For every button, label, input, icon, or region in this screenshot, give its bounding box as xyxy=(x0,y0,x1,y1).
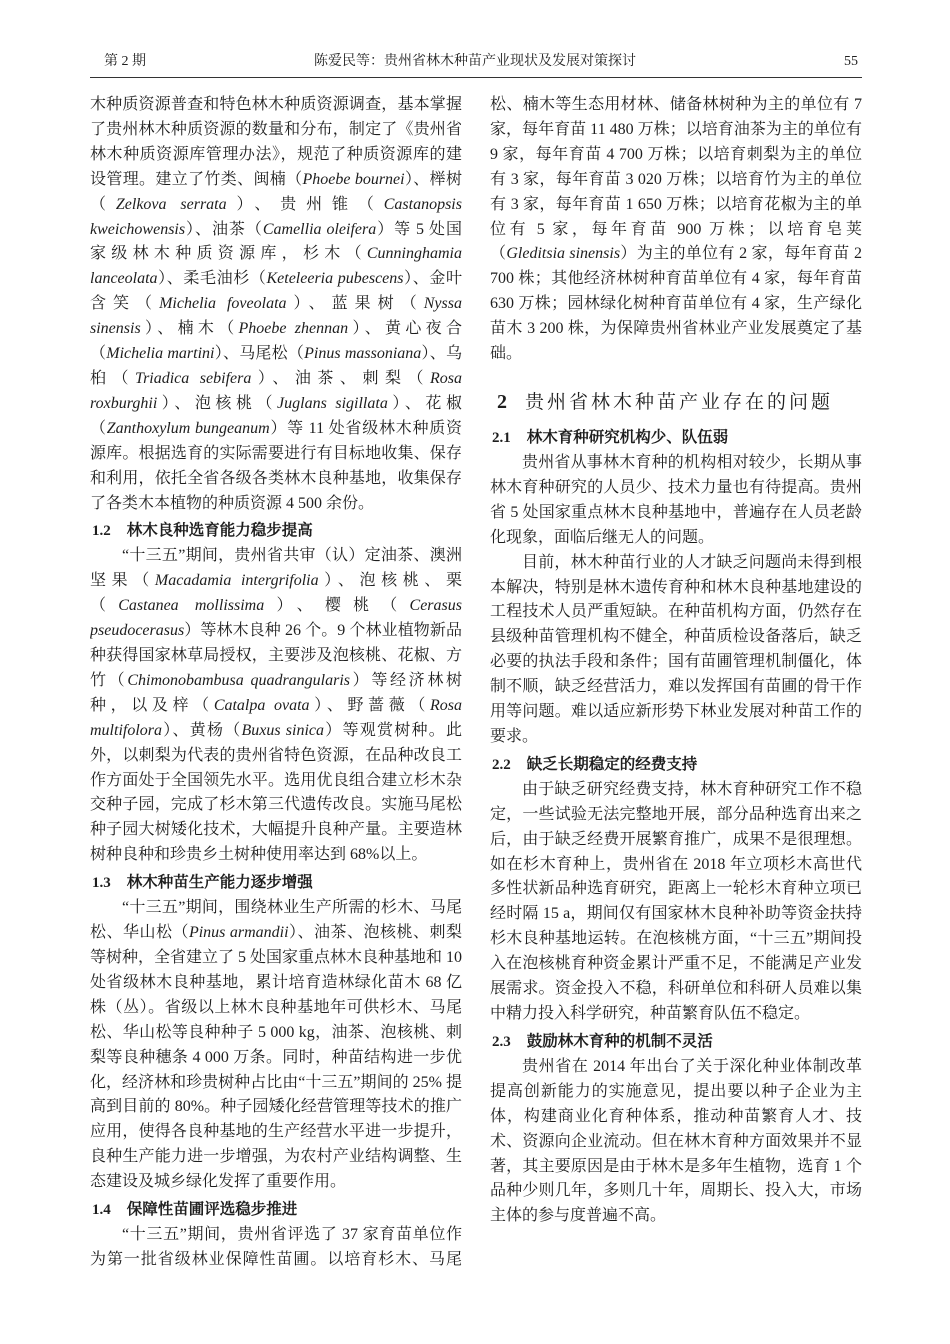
latin-name: Michelia foveolata xyxy=(159,295,287,313)
text-run: ）、泡核桃（ xyxy=(157,394,278,412)
text-run: ）为主的单位有 2 家，每年育苗 2 700 株；其他经济林树种育苗单位有 4 家，每年育苗 630 万株；园林绿化树种育苗单位有 4 家，生产绿化苗木 3 200 株，为保障贵州省林业产业发展奠定了基础。 xyxy=(490,245,862,363)
text-run: ）、野蔷薇（ xyxy=(309,696,430,714)
body-paragraph xyxy=(490,551,862,750)
text-run: “十三五”期间，围绕林业生产所需的杉木、马尾松、华山松（ xyxy=(90,899,462,942)
latin-name: Triadica sebifera xyxy=(135,369,252,387)
text-run: ）等 5 处国家级林木种质资源库，杉木（ xyxy=(90,220,462,263)
text-run: ）、蓝果树（ xyxy=(286,295,424,313)
text-run: ）等经济林树种，以及梓（ xyxy=(90,671,462,714)
subsection-heading xyxy=(90,518,462,544)
subsection-title: 林木良种选育能力稳步提高 xyxy=(126,521,313,540)
section-number: 2 xyxy=(497,390,507,413)
latin-name: Rosa multifolora xyxy=(90,696,462,739)
text-run: ）、花椒（ xyxy=(90,394,462,437)
latin-name: Pinus massoniana xyxy=(304,345,422,363)
text-run: ）、金叶含笑（ xyxy=(90,270,462,313)
subsection-heading xyxy=(490,425,862,451)
latin-name: Phoebe bournei xyxy=(302,170,405,188)
text-run: ）等观赏树种。此外，以刺梨为代表的贵州省特色资源，在品种改良工作方面处于全国领先水平。选用优良组合建立杉木杂交种子园，完成了杉木第三代遗传改良。实施马尾松种子园大树矮化技术，大幅提升良种产量。主要造林树种良种和珍贵乡土树种使用率达到 68%以上。 xyxy=(90,721,462,864)
text-run: ）等林木良种 26 个。9 个林业植物新品种获得国家林草局授权，主要涉及泡核桃、花椒、方竹（ xyxy=(90,622,462,689)
text-run: “十三五”期间，贵州省评选了 37 家育苗单位作为第一批省级林业保障性苗圃。以培育杉木、马尾 xyxy=(90,1226,462,1268)
text-run: 贵州省在 2014 年出台了关于深化种业体制改革提高创新能力的实施意见，提出要以种子企业为主体，构建商业化育种体系，推动种苗繁育人才、技术、资源向企业流动。但在林木育种方面效果并不显著，其主要原因是由于林木是多年生植物，选育 1 个品种少则几年，多则几十年，周期长、投入大，市场主体的参与度普遍不高。 xyxy=(490,1057,862,1225)
latin-name: Castanea mollissima xyxy=(118,597,265,615)
subsection-number: 2.3 xyxy=(492,1033,511,1050)
latin-name: Buxus sinica xyxy=(241,721,325,739)
text-run: ）、乌桕（ xyxy=(90,345,462,387)
running-title: 陈爱民等：贵州省林木种苗产业现状及发展对策探讨 xyxy=(314,54,636,69)
section-heading xyxy=(490,384,862,421)
subsection-number: 2.1 xyxy=(492,429,511,446)
subsection-number: 1.2 xyxy=(92,523,111,540)
body-paragraph xyxy=(90,896,462,1195)
header-rule xyxy=(90,77,862,78)
text-run: ）、楠木（ xyxy=(140,320,239,338)
subsection-title: 林木育种研究机构少、队伍弱 xyxy=(526,427,729,446)
subsection-title: 缺乏长期稳定的经费支持 xyxy=(526,754,698,773)
text-run: ）等 11 处省级林木种质资源库。根据选育的实际需要进行有目标地收集、保存和利用，依托全省各级各类林木良种基地，收集保存了各类木本植物的种质资源 4 500 余份。 xyxy=(90,419,462,512)
latin-name: Chimonobambusa quadrangularis xyxy=(127,671,351,689)
body-paragraph xyxy=(90,93,462,516)
text-run: 贵州省从事林木育种的机构相对较少，长期从事林木育种研究的人员少、技术力量也有待提高。贵州省 5 处国家重点林木良种基地中，普遍存在人员老龄化现象，面临后继无人的问题。 xyxy=(490,453,862,546)
body-paragraph xyxy=(490,451,862,551)
text-run: ）、油茶、泡核桃、刺梨等树种，全省建立了 5 处国家重点林木良种基地和 10 处省级林木良种基地，累计培育造林绿化苗木 68 亿株（丛）。省级以上林木良种基地年可供杉木、马尾松、华山松等良种种子 5 000 kg，油茶、泡核桃、刺梨等良种穗条 4 000 万条。同时，种苗结构进一步优化，经济林和珍贵树种占比由“十三五”期间的 25% 提高到目前的 80%。种子园矮化经营管理等技术的推广应用，使得各良种基地的生产经营水平进一步提升，良种生产能力进一步增强，为农村产业结构调整、生态建设及城乡绿化发挥了重要作用。 xyxy=(90,924,462,1191)
text-run: 木种质资源普查和特色林木种质资源调查，基本掌握了贵州林木种质资源的数量和分布，制定了《贵州省林木种质资源库管理办法》，规范了种质资源库的建设管理。建立了竹类、闽楠（ xyxy=(90,96,462,188)
text-run: 目前，林木种苗行业的人才缺乏问题尚未得到根本解决，特别是林木遗传育种和林木良种基地建设的工程技术人员严重短缺。在种苗机构方面，仍然存在县级种苗管理机构不健全，种苗质检设备落后，缺乏必要的执法手段和条件；国有苗圃管理机制僵化，体制不顺，缺乏经营活力，难以发挥国有苗圃的骨干作用等问题。难以适应新形势下林业发展对种苗工作的要求。 xyxy=(490,553,862,745)
page-number: 55 xyxy=(844,54,858,69)
latin-name: Macadamia intergrifolia xyxy=(154,572,319,590)
latin-name: Gleditsia sinensis xyxy=(506,245,621,263)
text-run: ）、樱桃（ xyxy=(264,597,410,615)
latin-name: Cunninghamia lanceolata xyxy=(90,245,462,288)
latin-name: Castanopsis kweichowensis xyxy=(90,195,462,238)
latin-name: Pinus armandii xyxy=(188,924,289,942)
latin-name: Michelia martini xyxy=(106,345,215,363)
latin-name: Zanthoxylum bungeanum xyxy=(106,419,270,437)
body-paragraph xyxy=(490,93,862,367)
text-run: ）、油茶、刺梨（ xyxy=(251,369,430,387)
latin-name: Camellia oleifera xyxy=(262,220,377,238)
text-run: ）、黄心夜合（ xyxy=(90,320,462,363)
latin-name: Nyssa sinensis xyxy=(90,295,462,338)
subsection-title: 保障性苗圃评选稳步推进 xyxy=(126,1200,298,1219)
latin-name: Keteleeria pubescens xyxy=(266,270,404,288)
text-run: ）、黄杨（ xyxy=(162,721,242,739)
body-paragraph xyxy=(490,1055,862,1229)
text-run: ）、柔毛油杉（ xyxy=(157,270,267,288)
subsection-heading xyxy=(490,1029,862,1055)
text-run: 松、楠木等生态用材林、储备林树种为主的单位有 7 家，每年育苗 11 480 万株；以培育油茶为主的单位有 9 家，每年育苗 4 700 万株；以培育刺梨为主的单位有 3 家，每年育苗 3 020 万株；以培育竹为主的单位有 3 家，每年育苗 1 650 万株；以培育花椒为主的单位有 5 家，每年育苗 900 万株；以培育皂荚（ xyxy=(490,96,862,263)
subsection-number: 1.3 xyxy=(92,875,111,892)
text-run: ）、马尾松（ xyxy=(214,345,305,363)
subsection-heading xyxy=(490,752,862,778)
text-run: ）、泡核桃、栗（ xyxy=(90,572,462,615)
subsection-title: 鼓励林木育种的机制不灵活 xyxy=(526,1031,713,1050)
section-title: 贵州省林木种苗产业存在的问题 xyxy=(525,391,834,413)
body-paragraph xyxy=(490,778,862,1027)
body-paragraph xyxy=(90,544,462,868)
subsection-heading xyxy=(90,870,462,896)
body-paragraph xyxy=(90,1223,462,1273)
text-run: ）、榉树（ xyxy=(90,170,462,213)
left-column xyxy=(90,93,462,1328)
subsection-title: 林木种苗生产能力逐步增强 xyxy=(126,873,313,892)
text-run: “十三五”期间，贵州省共审（认）定油茶、澳洲坚果（ xyxy=(90,547,462,590)
latin-name: Zelkova serrata xyxy=(115,195,227,213)
latin-name: Cerasus pseudocerasus xyxy=(90,597,462,640)
latin-name: Rosa roxburghii xyxy=(90,369,462,412)
latin-name: Phoebe zhennan xyxy=(238,320,349,338)
text-run: ）、油茶（ xyxy=(185,220,263,238)
latin-name: Catalpa ovata xyxy=(213,696,310,714)
subsection-heading xyxy=(90,1197,462,1223)
subsection-number: 1.4 xyxy=(92,1202,111,1219)
subsection-number: 2.2 xyxy=(492,756,511,773)
right-column xyxy=(490,93,862,1328)
issue-label: 第 2 期 xyxy=(104,54,146,69)
text-run: ）、贵州锥（ xyxy=(226,195,384,213)
latin-name: Juglans sigillata xyxy=(277,394,388,412)
text-run: 由于缺乏研究经费支持，林木育种研究工作不稳定，一些试验无法完整地开展，部分品种选育出来之后，由于缺乏经费开展繁育推广，成果不是很理想。如在杉木育种上，贵州省在 2018 年立项杉木高世代多性状新品种选育研究，距离上一轮杉木育种立项已经时隔 15 a，期间仅有国家林木良种补助等资金扶持杉木良种基地运转。在泡核桃方面，“十三五”期间投入在泡核桃育种资金累计严重不足，不能满足产业发展需求。资金投入不稳，科研单位和科研人员难以集中精力投入科学研究，种苗繁育队伍不稳定。 xyxy=(490,780,862,1022)
